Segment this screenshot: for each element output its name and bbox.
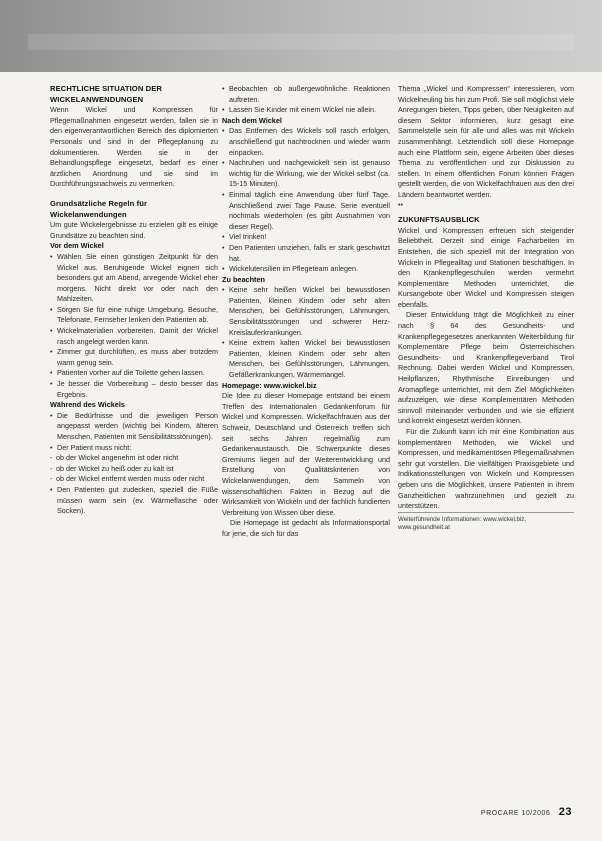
list-item: • Sorgen Sie für eine ruhige Umgebung. Besuche, Telefonate, Fernseher lenken den Patienten ab. <box>50 305 218 326</box>
legal-paragraph: Wenn Wickel und Kompressen für Pflegemaßnahmen eingesetzt werden, fallen sie in den eigenverantwortlichen Bereich des diplomierten Personals und sind in der Pflegeplanung zu dokumentieren. Werden sie in der Behandlungspflege eingesetzt, bedarf es einer ärztlichen Anordnung und sie sind im Durchführungsnachweis zu vermerken. <box>50 105 218 189</box>
column-2 <box>222 84 390 540</box>
column-1 <box>50 84 218 517</box>
future-paragraph-2: Dieser Entwicklung trägt die Möglichkeit zu einer nach § 64 des Gesundheits- und Krankenpflegegesetzes anerkannten Weiterbildung für Komplementäre Pflege beim Österreichischen Gesundheits- und Krankenpflegeverband Tirol Rechnung. Dabei werden Wickel und Kompressen, Heilpflanzen, Rhythmische Einreibungen und Aromapflege unterrichtet, mit dem Ziel Möglichkeiten aufzuzeigen, wie diese Komplementären Methoden sinnvoll miteinander verbunden und wie sie effizient und korrekt eingesetzt werden können. <box>398 310 574 426</box>
list-item: • Wickelmaterialien vorbereiten. Damit der Wickel rasch angelegt werden kann. <box>50 326 218 347</box>
future-paragraph-3: Für die Zukunft kann ich mir eine Kombination aus komplementären Methoden, wie Wickel und Kompressen, und medikamentösen Pflegemaßnahmen sehr gut vorstellen. Die vielfältigen Praxisgebiete und Indikationsstellungen von Wickeln und Kompressen geben uns die Möglichkeit, unsere Patienten in ihrem Ganzheitlichen wahrzunehmen und gezielt zu unterstützen. <box>398 427 574 511</box>
list-item: • Den Patienten umziehen, falls er stark geschwitzt hat. <box>222 243 390 264</box>
list-item: • Keine sehr heißen Wickel bei bewusstlosen Patienten, kleinen Kindern oder sehr alten Menschen, bei Gefühlsstörungen, Lähmungen, Sensibilitätsstörungen und schwerer Herz-Kreislauferkrankungen. <box>222 285 390 338</box>
page-number: 23 <box>558 806 572 818</box>
homepage-paragraph-2: Die Homepage ist gedacht als Informationsportal für jene, die sich für das <box>222 518 390 538</box>
list-item: • Wickelutensilien im Pflegeteam anlegen. <box>222 264 390 275</box>
list-item: • Der Patient muss nicht: <box>50 443 218 454</box>
after-heading: Nach dem Wickel <box>222 115 282 125</box>
homepage-paragraph: Die Idee zu dieser Homepage entstand bei einem Treffen des Internationalen Gedankenforum für Wickel und Kompressen. Wickelfachfrauen aus der Schweiz, Deutschland und Österreich treffen sich seit sechs Jahren regelmäßig zum Gedankenaustausch. Die Schwerpunkte dieses Gremiums liegen auf der Weiterentwicklung und Erstellung von Qualitätskriterien von Wickelanwendungen, dem Sammeln von wissenschaftlichen Fakten in Bezug auf die Wirksamkeit von Wickeln und der fachlich fundierten Verbreitung von Wissen über diese. <box>222 391 390 517</box>
column-3 <box>398 84 574 532</box>
page-footer <box>481 806 572 818</box>
homepage-heading: Homepage: www.wickel.biz <box>222 380 317 390</box>
list-item: • Den Patienten gut zudecken, speziell die Füße müssen warm sein (ev. Wärmeflasche oder Socken). <box>50 485 218 517</box>
journal-label: PROCARE 10/2006 <box>480 810 551 817</box>
during-list <box>50 411 218 517</box>
during-heading: Während des Wickels <box>50 400 125 410</box>
header-band <box>0 0 602 72</box>
homepage-paragraph-continued: Thema „Wickel und Kompressen“ interessieren, vom Wickelneuling bis hin zum Profi. Sie soll möglichst viele Anregungen bieten, Tipps geben, über Neuigkeiten auf diesem Sektor informieren, kurz gesagt eine Sammelstelle sein für alle und alles was mit Wickeln zusammenhängt. Letztendlich soll diese Homepage auch eine Plattform sein, eigene Arbeiten über dieses Thema zu veröffentlichen und zur Diskussion zu stellen. In einem öffentlichen Forum können Fragen gestellt werden, die von Wickelfachfrauen aus den drei Ländern beantwortet werden. <box>398 84 574 199</box>
list-item: • Wählen Sie einen günstigen Zeitpunkt für den Wickel aus. Beruhigende Wickel eignen sich besonders gut am Abend, anregende Wickel eher morgens. Nicht direkt vor oder nach den Mahlzeiten. <box>50 252 218 305</box>
before-heading: Vor dem Wickel <box>50 241 104 251</box>
rules-heading-line-1: Grundsätzliche Regeln für <box>50 198 148 208</box>
list-subitem: - ob der Wickel zu heiß oder zu kalt ist <box>50 464 218 475</box>
list-item: • Nachruhen und nachgewickelt sein ist genauso wichtig für die Wirkung, wie der Wickel selbst (ca. 15-15 Minuten). <box>222 158 390 190</box>
section-title-line-1: RECHTLICHE SITUATION DER <box>50 84 162 93</box>
list-item: • Patienten vorher auf die Toilette gehen lassen. <box>50 368 218 379</box>
rules-heading <box>50 199 218 220</box>
list-item: • Einmal täglich eine Anwendung über fünf Tage. Anschließend zwei Tage Pause. Serie eventuell nochmals wiederholen (es gibt Ausnahmen von dieser Regel). <box>222 190 390 232</box>
rules-intro: Um gute Wickelergebnisse zu erzielen gilt es einige Grundsätze zu beachten sind. <box>50 220 218 240</box>
caution-list <box>222 285 390 380</box>
list-item: • Die Bedürfnisse und die jeweiligen Person angepasst werden (wichtig bei Kindern, älteren Menschen, Patienten mit Sensibilitätsstörungen). <box>50 411 218 443</box>
list-item: • Keine extrem kalten Wickel bei bewusstlosen Patienten, kleinen Kindern oder sehr alten Menschen, bei Gefühlsstörungen, Lähmungen, Gefäßerkrankungen, Wärmemangel. <box>222 338 390 380</box>
header-band-inner <box>28 34 574 50</box>
after-list <box>222 126 390 274</box>
future-heading: ZUKUNFTSAUSBLICK <box>398 215 480 225</box>
list-item: • Das Entfernen des Wickels soll rasch erfolgen, anschließend gut nachtrocknen und wieder warm einpacken. <box>222 126 390 158</box>
future-paragraph-1: Wickel und Kompressen erfreuen sich steigender Beliebtheit. Derzeit sind einige Facharbeiten im Entstehen, die sich speziell mit der Integration von Wickeln in Pflegealltag und Stationen beschäftigen. In den Krankenpflegeschulen werden vermehrt Komplementäre Methoden unterrichtet, die Kursangebote über Wickel und Kompressen steigen ebenfalls. <box>398 225 574 309</box>
rules-heading-line-2: Wickelanwendungen <box>50 209 127 219</box>
list-item: • Beobachten ob außergewöhnliche Reaktionen auftreten. <box>222 84 390 105</box>
during-list-continued <box>222 84 390 116</box>
caution-heading: Zu beachten <box>222 274 265 284</box>
references-note: Weiterführende Informationen: www.wickel.biz, www.gesundheit.at <box>398 512 574 532</box>
list-subitem: - ob der Wickel entfernt werden muss oder nicht <box>50 474 218 485</box>
section-marker: •• <box>398 201 403 209</box>
section-title-line-2: WICKELANWENDUNGEN <box>50 94 144 104</box>
list-subitem: - ob der Wickel angenehm ist oder nicht <box>50 453 218 464</box>
list-item: • Je besser die Vorbereitung – desto besser das Ergebnis. <box>50 379 218 400</box>
list-item: • Lassen Sie Kinder mit einem Wickel nie allein. <box>222 105 390 116</box>
section-title-legal <box>50 84 218 105</box>
list-item: • Viel trinken! <box>222 232 390 243</box>
list-item: • Zimmer gut durchlüften, es muss aber trotzdem warm genug sein. <box>50 347 218 368</box>
before-list <box>50 252 218 400</box>
